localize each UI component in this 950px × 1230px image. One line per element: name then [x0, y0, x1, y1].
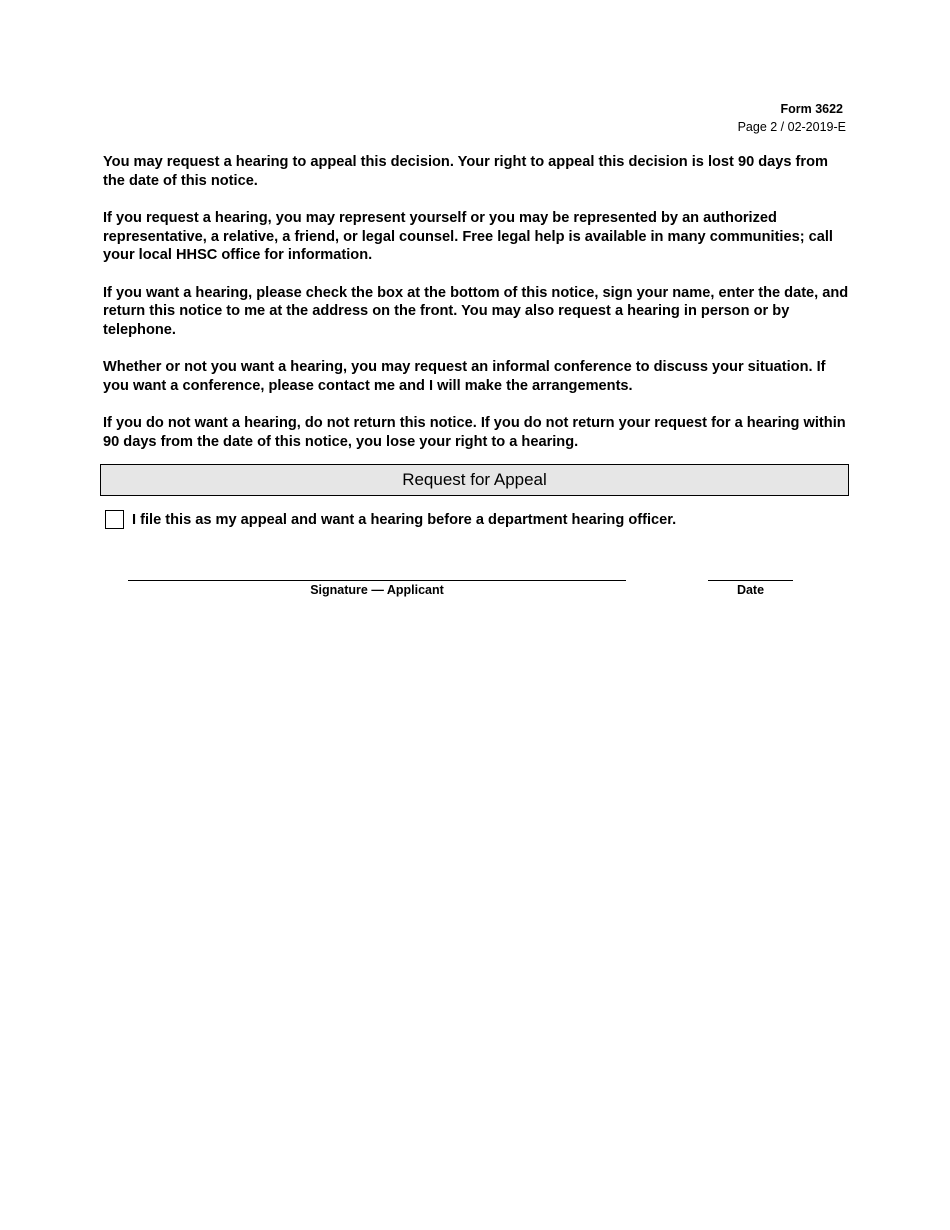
signature-label: Signature — Applicant — [310, 583, 444, 597]
representation-paragraph: If you request a hearing, you may represent yourself or you may be represented by an authorized representative, a relative, a friend, or legal counsel. Free legal help is available in many communities; call your local HHSC office for information. — [103, 209, 833, 264]
no-hearing-paragraph: If you do not want a hearing, do not return this notice. If you do not return your request for a hearing within 90 days from the date of this notice, you lose your right to a hearing. — [103, 415, 846, 450]
page-info: Page 2 / 02-2019-E — [737, 120, 846, 134]
appeal-checkbox[interactable] — [105, 510, 124, 529]
appeal-checkbox-label[interactable]: I file this as my appeal and want a hearing before a department hearing officer. — [132, 511, 677, 528]
form-number: Form 3622 — [780, 102, 843, 116]
informal-conference-paragraph: Whether or not you want a hearing, you may request an informal conference to discuss your situation. If you want a conference, please contact me and I will make the arrangements. — [103, 359, 826, 394]
date-field[interactable] — [708, 580, 793, 581]
appeal-deadline-paragraph: You may request a hearing to appeal this decision. Your right to appeal this decision is lost 90 days from the date of this notice. — [103, 154, 828, 189]
appeal-checkbox-row[interactable] — [105, 510, 676, 529]
request-for-appeal-banner — [100, 464, 849, 496]
form-header — [738, 100, 846, 136]
notice-body — [103, 153, 853, 470]
appeal-section-title: Request for Appeal — [402, 470, 547, 489]
date-label: Date — [736, 583, 765, 597]
signature-field[interactable] — [128, 580, 626, 581]
hearing-instructions-paragraph: If you want a hearing, please check the box at the bottom of this notice, sign your name, enter the date, and return this notice to me at the address on the front. You may also request a hearing in person or by telephone. — [103, 284, 849, 338]
